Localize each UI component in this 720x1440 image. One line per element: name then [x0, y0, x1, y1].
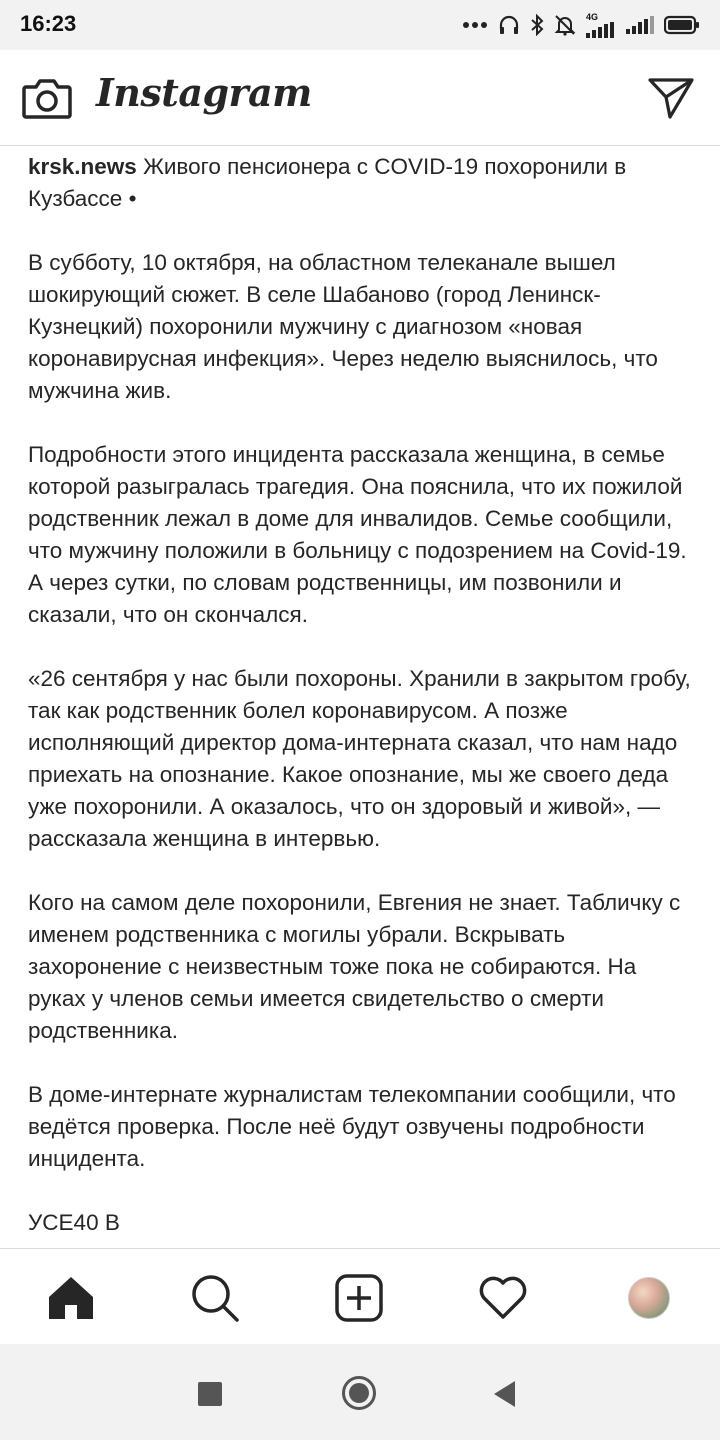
- headphones-icon: [498, 14, 520, 36]
- post-caption-area: [0, 146, 720, 1248]
- back-triangle-icon[interactable]: [494, 1381, 516, 1412]
- signal-icon: [626, 16, 654, 34]
- caption-paragraph-4: Кого на самом деле похоронили, Евгения не знает. Табличку с именем родственника с могилы убрали. Вскрывать захоронение с неизвестным тоже пока не собираются. На руках у членов семьи имеется свидетельство о смерти родственника.: [28, 890, 681, 1043]
- home-circle-icon[interactable]: [341, 1375, 377, 1416]
- battery-icon: [664, 15, 700, 35]
- caption-paragraph-6: УСЕ40 В: [28, 1210, 120, 1235]
- search-icon[interactable]: [190, 1273, 240, 1323]
- network-label: 4G: [586, 11, 599, 22]
- bluetooth-icon: [530, 14, 544, 36]
- caption-paragraph-2: Подробности этого инцидента рассказала женщина, в семье которой разыгралась трагедия. Она пояснила, что их пожилой родственник лежал в доме для инвалидов. Семье сообщили, что мужчину положили в больницу с подозрением на Covid-19. А через сутки, по словам родственницы, им позвонили и сказали, что он скончался.: [28, 442, 687, 627]
- signal-4g-icon: [586, 13, 616, 38]
- profile-avatar[interactable]: [624, 1273, 674, 1323]
- caption-paragraph-5: В доме-интернате журналистам телекомпании сообщили, что ведётся проверка. После неё будут озвучены подробности инцидента.: [28, 1082, 676, 1171]
- instagram-logo: Instagram: [96, 70, 312, 115]
- caption-paragraph-3: «26 сентября у нас были похороны. Хранили в закрытом гробу, так как родственник болел коронавирусом. А позже исполняющий директор дома-интерната сказал, что нам надо приехать на опознание. Какое опознание, мы же своего деда уже похоронили. А оказалось, что он здоровый и живой», — рассказала женщина в интервью.: [28, 666, 691, 851]
- post-caption: [28, 151, 696, 1248]
- app-header: [0, 50, 720, 146]
- caption-headline: Живого пенсионера с COVID-19 похоронили в Кузбассе •: [28, 154, 627, 211]
- avatar: [628, 1277, 670, 1319]
- caption-paragraph-1: В субботу, 10 октября, на областном телеканале вышел шокирующий сюжет. В селе Шабаново (город Ленинск-Кузнецкий) похоронили мужчину с диагнозом «новая коронавирусная инфекция». Через неделю выяснилось, что мужчина жив.: [28, 250, 658, 403]
- recents-square-icon[interactable]: [198, 1382, 222, 1411]
- status-time: 16:23: [20, 11, 77, 36]
- home-icon[interactable]: [46, 1273, 96, 1323]
- camera-icon[interactable]: [22, 77, 72, 124]
- system-navigation-bar: [0, 1344, 720, 1440]
- activity-heart-icon[interactable]: [478, 1273, 528, 1323]
- direct-message-icon[interactable]: [648, 77, 694, 124]
- status-icons: [462, 10, 700, 40]
- new-post-icon[interactable]: [334, 1273, 384, 1323]
- username-link[interactable]: krsk.news: [28, 154, 137, 179]
- status-bar: [0, 0, 720, 50]
- bottom-navigation: [0, 1248, 720, 1345]
- more-dots-icon: [462, 21, 488, 29]
- caption-headline-line: [28, 151, 696, 215]
- bell-muted-icon: [554, 14, 576, 36]
